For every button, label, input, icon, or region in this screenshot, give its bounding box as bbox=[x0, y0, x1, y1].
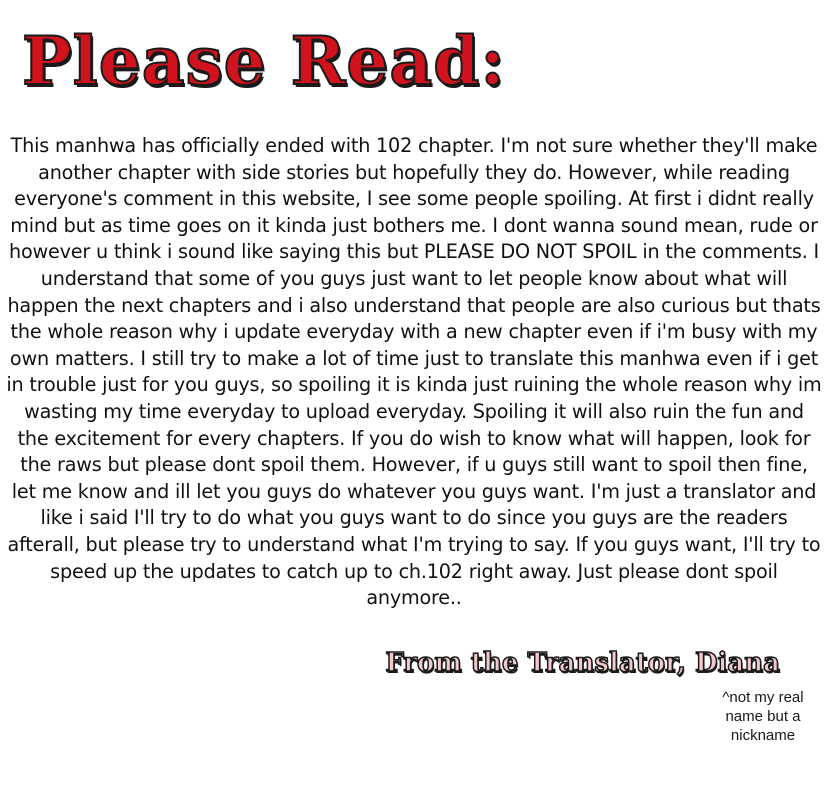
translator-signature: From the Translator, Diana bbox=[385, 648, 780, 678]
signature-footnote: ^not my real name but a nickname bbox=[722, 689, 804, 744]
notice-message: This manhwa has officially ended with 102 chapter. I'm not sure whether they'll make another chapter with side stories but hopefully they do. However, while reading everyone's comment in this website, I see some people spoiling. At first i didnt really mind but as time goes on it kinda just bothers me. I dont wanna sound mean, rude or however u think i sound like saying this but PLEASE DO NOT SPOIL in the comments. I understand that some of you guys just want to let people know about what will happen the next chapters and i also understand that people are also curious but thats the whole reason why i update everyday with a new chapter even if i'm busy with my own matters. I still try to make a lot of time just to translate this manhwa even if i get in trouble just for you guys, so spoiling it is kinda just ruining the whole reason why im wasting my time everyday to upload everyday. Spoiling it will also ruin the fun and the excitement for every chapters. If you do wish to know what will happen, look for the raws but please dont spoil them. However, if u guys still want to spoil then fine, let me know and ill let you guys do whatever you guys want. I'm just a translator and like i said I'll try to do what you guys want to do since you guys are the readers afterall, but please try to understand what I'm trying to say. If you guys want, I'll try to speed up the updates to catch up to ch.102 right away. Just please dont spoil anymore.. bbox=[6, 134, 822, 610]
notice-heading: Please Read: bbox=[22, 22, 506, 100]
